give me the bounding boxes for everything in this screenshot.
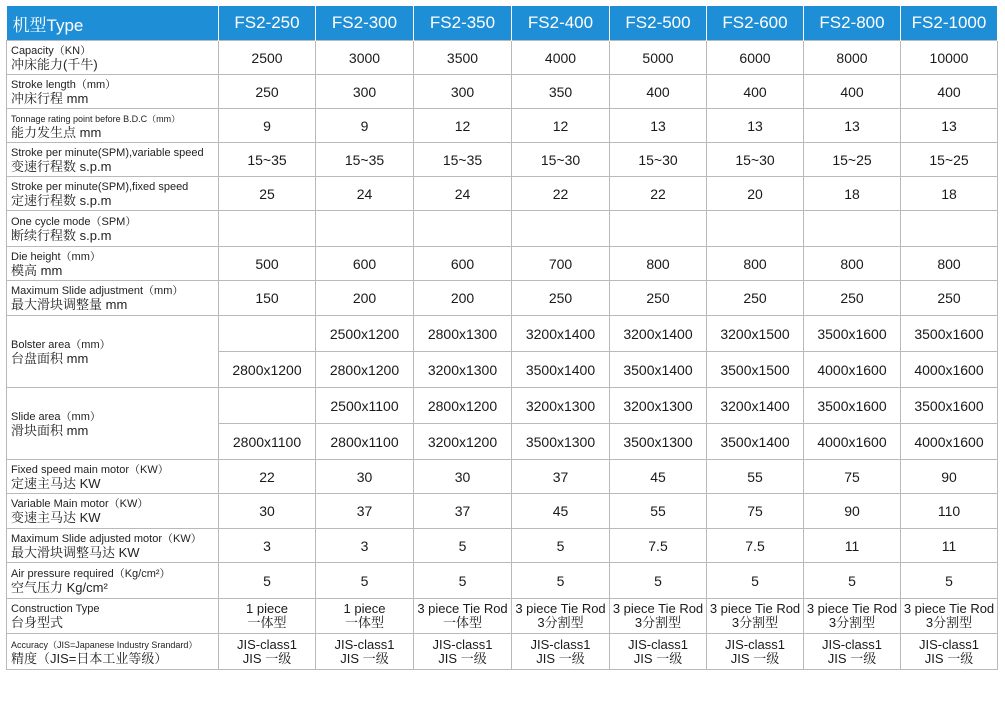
row-label-cn: 定速行程数 s.p.m xyxy=(11,192,112,208)
row-label-fixed-motor xyxy=(7,460,219,494)
cell-line: JIS 一级 xyxy=(730,650,780,666)
spec-cell: 2500x1100 xyxy=(316,388,414,424)
spec-cell: 400 xyxy=(707,75,804,109)
cell-line: 一体型 xyxy=(344,615,384,630)
row-label-tonnage-point xyxy=(7,109,219,143)
cell-line: 一体型 xyxy=(247,615,287,630)
row-label-construction xyxy=(7,599,219,634)
spec-cell xyxy=(610,599,707,634)
cell-line: 3 piece Tie Rod xyxy=(612,601,704,616)
cell-line: JIS-class1 xyxy=(725,636,785,652)
spec-cell xyxy=(610,211,707,247)
spec-cell: 3200x1400 xyxy=(707,388,804,424)
spec-cell: 800 xyxy=(901,247,998,281)
spec-cell: 150 xyxy=(219,281,316,316)
row-label-cn: 模高 mm xyxy=(11,262,63,278)
model-header: FS2-1000 xyxy=(901,6,998,41)
row-label-en: Stroke length（mm） xyxy=(11,78,117,91)
spec-cell: 5 xyxy=(512,563,610,599)
spec-cell xyxy=(414,211,512,247)
spec-cell: 8000 xyxy=(804,41,901,75)
spec-cell xyxy=(901,599,998,634)
spec-cell: 22 xyxy=(219,460,316,494)
spec-cell: 22 xyxy=(512,177,610,211)
spec-cell: 5 xyxy=(316,563,414,599)
spec-cell: 75 xyxy=(804,460,901,494)
cell-line: 1 piece xyxy=(343,601,386,616)
spec-cell: 250 xyxy=(901,281,998,316)
row-label-en: Stroke per minute(SPM),variable speed xyxy=(11,146,204,159)
spec-cell: 2800x1300 xyxy=(414,316,512,352)
model-header: FS2-500 xyxy=(610,6,707,41)
row-label-cn: 台盘面积 mm xyxy=(11,350,89,366)
spec-cell: 2500 xyxy=(219,41,316,75)
spec-cell: 37 xyxy=(512,460,610,494)
row-label-cn: 滑块面积 mm xyxy=(11,422,89,438)
cell-line: JIS-class1 xyxy=(432,636,493,652)
row-label-en: Die height（mm） xyxy=(11,250,101,263)
spec-cell: 250 xyxy=(219,75,316,109)
spec-cell xyxy=(901,634,998,670)
spec-cell: 2800x1100 xyxy=(316,424,414,460)
spec-cell: 25 xyxy=(219,177,316,211)
row-label-en: Capacity（KN） xyxy=(11,44,92,57)
table-row xyxy=(7,41,998,75)
cell-line: JIS-class1 xyxy=(628,636,688,652)
spec-cell: 2500x1200 xyxy=(316,316,414,352)
spec-cell: 9 xyxy=(219,109,316,143)
model-header: FS2-800 xyxy=(804,6,901,41)
spec-cell: 30 xyxy=(316,460,414,494)
spec-cell: 4000x1600 xyxy=(901,424,998,460)
spec-cell xyxy=(512,634,610,670)
spec-cell xyxy=(219,599,316,634)
spec-cell: 37 xyxy=(414,494,512,529)
cell-line: JIS 一级 xyxy=(438,650,487,666)
spec-cell: 13 xyxy=(901,109,998,143)
spec-cell: 4000x1600 xyxy=(804,352,901,388)
spec-cell: 800 xyxy=(707,247,804,281)
spec-cell xyxy=(219,211,316,247)
spec-cell: 600 xyxy=(316,247,414,281)
row-label-cn: 冲床能力(千牛) xyxy=(11,56,98,72)
model-header: FS2-250 xyxy=(219,6,316,41)
spec-table xyxy=(6,6,998,670)
cell-line: JIS 一级 xyxy=(536,650,585,666)
spec-cell: 13 xyxy=(707,109,804,143)
spec-cell xyxy=(707,211,804,247)
spec-cell xyxy=(804,599,901,634)
spec-cell: 200 xyxy=(316,281,414,316)
table-row xyxy=(7,109,998,143)
spec-cell: 45 xyxy=(512,494,610,529)
spec-cell: 3200x1400 xyxy=(610,316,707,352)
table-row xyxy=(7,247,998,281)
spec-cell: 3500x1500 xyxy=(707,352,804,388)
spec-cell: 3000 xyxy=(316,41,414,75)
row-label-cn: 变速行程数 s.p.m xyxy=(11,158,112,174)
row-label-cn: 台身型式 xyxy=(11,615,64,630)
row-label-en: Maximum Slide adjustment（mm） xyxy=(11,285,184,297)
spec-cell: 5 xyxy=(414,563,512,599)
row-label-variable-motor xyxy=(7,494,219,529)
spec-cell: 20 xyxy=(707,177,804,211)
spec-cell: 30 xyxy=(219,494,316,529)
spec-cell: 24 xyxy=(316,177,414,211)
spec-cell: 250 xyxy=(512,281,610,316)
row-label-slide-adjust xyxy=(7,281,219,316)
spec-cell: 11 xyxy=(901,529,998,563)
spec-cell: 110 xyxy=(901,494,998,529)
spec-cell xyxy=(610,634,707,670)
row-label-spm-variable xyxy=(7,143,219,177)
spec-cell: 3200x1300 xyxy=(512,388,610,424)
spec-cell: 5 xyxy=(512,529,610,563)
spec-cell: 3500x1300 xyxy=(512,424,610,460)
spec-cell: 400 xyxy=(610,75,707,109)
cell-line: JIS-class1 xyxy=(822,636,882,652)
row-label-cn: 断续行程数 s.p.m xyxy=(11,227,112,243)
row-label-en: Accuracy（JIS=Japanese Industry Srandard） xyxy=(11,639,198,650)
spec-cell: 15~30 xyxy=(707,143,804,177)
spec-cell: 400 xyxy=(901,75,998,109)
row-label-cn: 最大滑块调整马达 KW xyxy=(11,544,140,560)
spec-cell: 3200x1200 xyxy=(414,424,512,460)
spec-cell: 11 xyxy=(804,529,901,563)
row-label-en: Construction Type xyxy=(11,603,100,615)
row-label-en: Stroke per minute(SPM),fixed speed xyxy=(11,180,189,193)
spec-cell: 3500x1400 xyxy=(707,424,804,460)
spec-cell: 3500x1600 xyxy=(901,316,998,352)
table-row xyxy=(7,599,998,634)
spec-cell: 800 xyxy=(610,247,707,281)
table-row xyxy=(7,494,998,529)
spec-cell: 2800x1200 xyxy=(316,352,414,388)
spec-cell xyxy=(804,211,901,247)
spec-cell: 55 xyxy=(610,494,707,529)
table-row xyxy=(7,460,998,494)
row-label-cn: 定速主马达 KW xyxy=(11,475,101,491)
spec-cell: 3500x1400 xyxy=(610,352,707,388)
spec-cell xyxy=(707,634,804,670)
spec-cell: 15~35 xyxy=(414,143,512,177)
row-label-cn: 空气压力 Kg/cm² xyxy=(11,579,108,595)
spec-cell: 45 xyxy=(610,460,707,494)
spec-cell: 75 xyxy=(707,494,804,529)
spec-cell: 13 xyxy=(610,109,707,143)
row-label-en: One cycle mode（SPM） xyxy=(11,215,137,228)
spec-cell: 3500x1600 xyxy=(804,388,901,424)
cell-line: 3 piece Tie Rod xyxy=(515,601,606,616)
spec-cell: 3500x1400 xyxy=(512,352,610,388)
spec-cell: 15~25 xyxy=(804,143,901,177)
spec-cell: 9 xyxy=(316,109,414,143)
row-label-slide-motor xyxy=(7,529,219,563)
spec-cell: 15~30 xyxy=(610,143,707,177)
spec-cell: 3500 xyxy=(414,41,512,75)
table-row xyxy=(7,563,998,599)
spec-cell: 15~35 xyxy=(219,143,316,177)
cell-line: 3 piece Tie Rod xyxy=(417,601,508,616)
spec-cell xyxy=(707,599,804,634)
spec-cell: 37 xyxy=(316,494,414,529)
spec-cell: 5 xyxy=(414,529,512,563)
model-header: FS2-400 xyxy=(512,6,610,41)
spec-cell: 3 xyxy=(316,529,414,563)
row-label-spm-fixed xyxy=(7,177,219,211)
cell-line: 3分割型 xyxy=(634,615,682,630)
spec-cell: 90 xyxy=(901,460,998,494)
spec-cell: 3200x1500 xyxy=(707,316,804,352)
spec-cell: 5 xyxy=(219,563,316,599)
cell-line: JIS 一级 xyxy=(242,650,292,666)
spec-cell: 3200x1400 xyxy=(512,316,610,352)
spec-cell: 6000 xyxy=(707,41,804,75)
spec-cell: 400 xyxy=(804,75,901,109)
spec-cell: 90 xyxy=(804,494,901,529)
spec-cell xyxy=(316,599,414,634)
cell-line: JIS-class1 xyxy=(530,636,591,652)
row-label-cn: 冲床行程 mm xyxy=(11,90,89,106)
model-header: FS2-300 xyxy=(316,6,414,41)
spec-cell: 3200x1300 xyxy=(414,352,512,388)
spec-cell: 7.5 xyxy=(610,529,707,563)
row-label-die-height xyxy=(7,247,219,281)
spec-cell: 18 xyxy=(901,177,998,211)
row-label-en: Maximum Slide adjusted motor（KW） xyxy=(11,532,202,545)
spec-cell: 250 xyxy=(610,281,707,316)
table-row xyxy=(7,634,998,670)
spec-cell xyxy=(316,211,414,247)
table-row xyxy=(7,75,998,109)
row-label-cn: 精度（JIS=日本工业等级） xyxy=(11,650,168,666)
table-row xyxy=(7,316,998,352)
spec-cell xyxy=(512,599,610,634)
spec-cell: 15~30 xyxy=(512,143,610,177)
spec-cell: 2800x1200 xyxy=(219,352,316,388)
spec-cell: 2800x1100 xyxy=(219,424,316,460)
spec-cell xyxy=(804,634,901,670)
spec-cell: 3500x1300 xyxy=(610,424,707,460)
spec-cell: 12 xyxy=(414,109,512,143)
spec-cell: 24 xyxy=(414,177,512,211)
spec-cell: 600 xyxy=(414,247,512,281)
cell-line: 一体型 xyxy=(442,615,482,630)
cell-line: 3 piece Tie Rod xyxy=(806,601,898,616)
cell-line: 3分割型 xyxy=(925,615,973,630)
table-row xyxy=(7,281,998,316)
row-label-en: Tonnage rating point before B.D.C（mm） xyxy=(11,113,181,124)
row-label-cn: 变速主马达 KW xyxy=(11,510,101,525)
cell-line: 3分割型 xyxy=(731,615,779,630)
spec-cell: 3 xyxy=(219,529,316,563)
table-row xyxy=(7,211,998,247)
cell-line: JIS 一级 xyxy=(924,650,974,666)
spec-cell: 800 xyxy=(804,247,901,281)
spec-cell xyxy=(316,634,414,670)
spec-cell: 4000x1600 xyxy=(901,352,998,388)
cell-line: JIS-class1 xyxy=(334,636,395,652)
spec-cell: 5 xyxy=(804,563,901,599)
model-header: FS2-600 xyxy=(707,6,804,41)
cell-line: JIS 一级 xyxy=(340,650,389,666)
row-label-cn: 最大滑块调整量 mm xyxy=(11,297,128,312)
spec-cell: 10000 xyxy=(901,41,998,75)
row-label-stroke-length xyxy=(7,75,219,109)
spec-cell xyxy=(901,211,998,247)
table-row xyxy=(7,529,998,563)
cell-line: JIS-class1 xyxy=(237,636,297,652)
spec-cell: 5 xyxy=(707,563,804,599)
row-label-en: Bolster area（mm） xyxy=(11,338,111,351)
table-row xyxy=(7,388,998,424)
spec-cell: 500 xyxy=(219,247,316,281)
cell-line: JIS-class1 xyxy=(919,636,979,652)
spec-cell: 15~25 xyxy=(901,143,998,177)
spec-cell: 18 xyxy=(804,177,901,211)
cell-line: 1 piece xyxy=(246,601,288,616)
cell-line: JIS 一级 xyxy=(633,650,683,666)
spec-cell xyxy=(219,388,316,424)
row-label-air-pressure xyxy=(7,563,219,599)
spec-cell: 350 xyxy=(512,75,610,109)
spec-cell: 3500x1600 xyxy=(901,388,998,424)
row-label-cn: 能力发生点 mm xyxy=(11,124,102,140)
spec-cell: 4000 xyxy=(512,41,610,75)
spec-cell xyxy=(219,316,316,352)
spec-cell: 200 xyxy=(414,281,512,316)
spec-cell: 5 xyxy=(610,563,707,599)
cell-line: 3分割型 xyxy=(537,615,584,630)
model-header: FS2-350 xyxy=(414,6,512,41)
row-label-slide-area xyxy=(7,388,219,460)
spec-cell: 22 xyxy=(610,177,707,211)
spec-cell xyxy=(414,634,512,670)
row-label-accuracy xyxy=(7,634,219,670)
row-label-en: Slide area（mm） xyxy=(11,410,101,423)
row-label-en: Variable Main motor（KW） xyxy=(11,498,149,510)
row-label-en: Air pressure required（Kg/cm²） xyxy=(11,567,171,580)
table-row xyxy=(7,143,998,177)
spec-cell: 30 xyxy=(414,460,512,494)
spec-cell: 55 xyxy=(707,460,804,494)
header-row xyxy=(7,6,998,41)
spec-cell: 300 xyxy=(316,75,414,109)
spec-cell: 4000x1600 xyxy=(804,424,901,460)
spec-cell: 5000 xyxy=(610,41,707,75)
header-label: 机型Type xyxy=(7,6,219,41)
spec-cell xyxy=(219,634,316,670)
cell-line: 3分割型 xyxy=(828,615,876,630)
spec-cell: 700 xyxy=(512,247,610,281)
spec-cell: 5 xyxy=(901,563,998,599)
spec-cell xyxy=(414,599,512,634)
row-label-bolster xyxy=(7,316,219,388)
spec-cell: 12 xyxy=(512,109,610,143)
row-label-capacity xyxy=(7,41,219,75)
spec-cell: 13 xyxy=(804,109,901,143)
spec-cell xyxy=(512,211,610,247)
cell-line: JIS 一级 xyxy=(827,650,877,666)
row-label-one-cycle xyxy=(7,211,219,247)
spec-cell: 7.5 xyxy=(707,529,804,563)
spec-cell: 15~35 xyxy=(316,143,414,177)
row-label-en: Fixed speed main motor（KW） xyxy=(11,463,169,476)
spec-cell: 300 xyxy=(414,75,512,109)
table-row xyxy=(7,177,998,211)
spec-cell: 250 xyxy=(804,281,901,316)
spec-cell: 3500x1600 xyxy=(804,316,901,352)
spec-cell: 3200x1300 xyxy=(610,388,707,424)
spec-cell: 2800x1200 xyxy=(414,388,512,424)
spec-cell: 250 xyxy=(707,281,804,316)
cell-line: 3 piece Tie Rod xyxy=(903,601,995,616)
cell-line: 3 piece Tie Rod xyxy=(709,601,801,616)
